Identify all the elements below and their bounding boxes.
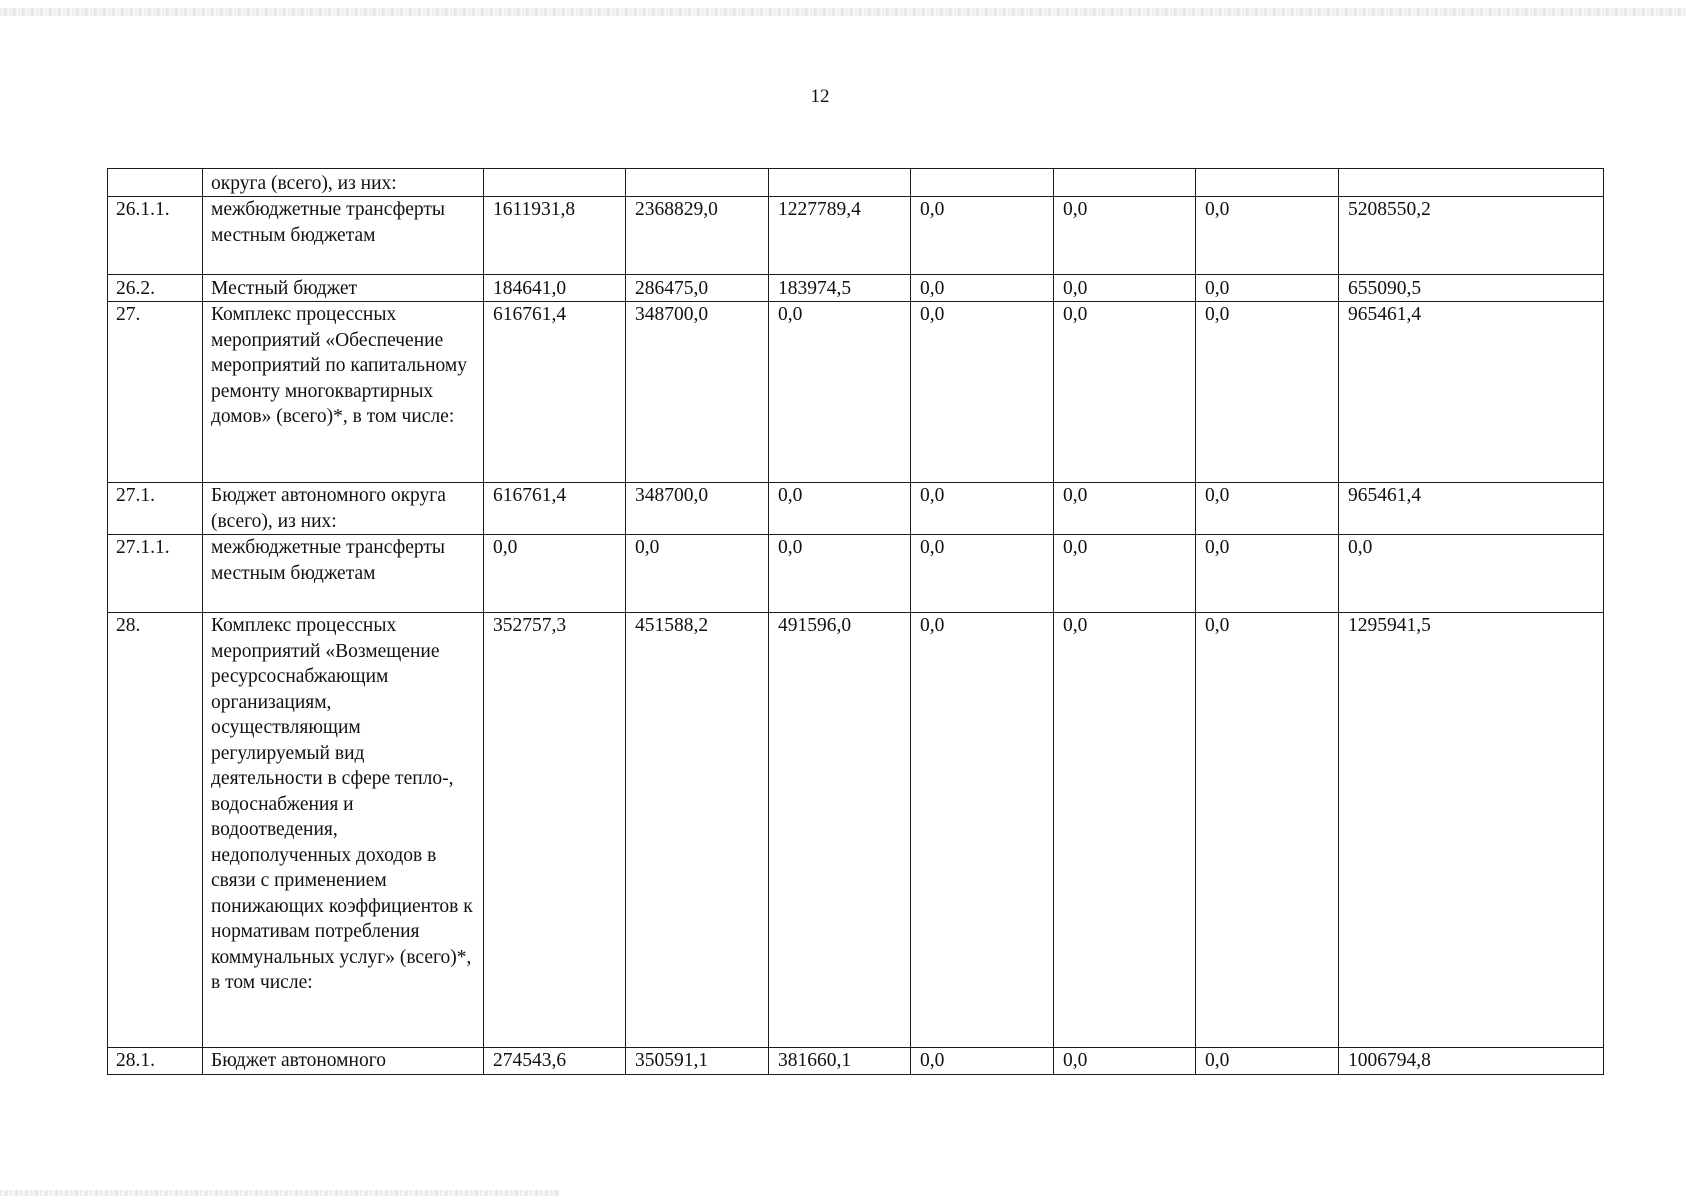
- value-cell: 1006794,8: [1339, 1048, 1604, 1075]
- row-number: [108, 169, 203, 197]
- value-cell: 0,0: [911, 197, 1054, 275]
- row-name: Местный бюджет: [203, 275, 484, 302]
- value-cell: 451588,2: [626, 613, 769, 1048]
- row-number: 27.1.: [108, 483, 203, 535]
- value-cell: 352757,3: [484, 613, 626, 1048]
- value-cell: [911, 169, 1054, 197]
- value-cell: 0,0: [911, 302, 1054, 483]
- row-number: 27.: [108, 302, 203, 483]
- value-cell: 0,0: [1196, 535, 1339, 613]
- value-cell: 381660,1: [769, 1048, 911, 1075]
- table-row: [108, 535, 1604, 613]
- row-name: округа (всего), из них:: [203, 169, 484, 197]
- table-row: [108, 302, 1604, 483]
- scan-edge-bottom: [0, 1190, 560, 1196]
- value-cell: 0,0: [1054, 613, 1196, 1048]
- value-cell: 0,0: [484, 535, 626, 613]
- budget-table: [107, 168, 1604, 1075]
- value-cell: [769, 169, 911, 197]
- value-cell: 0,0: [769, 483, 911, 535]
- table-row: [108, 275, 1604, 302]
- value-cell: 0,0: [1054, 197, 1196, 275]
- table-row: [108, 169, 1604, 197]
- value-cell: 0,0: [1196, 302, 1339, 483]
- value-cell: 2368829,0: [626, 197, 769, 275]
- row-number: 28.: [108, 613, 203, 1048]
- value-cell: 0,0: [911, 275, 1054, 302]
- value-cell: 0,0: [911, 613, 1054, 1048]
- value-cell: 348700,0: [626, 483, 769, 535]
- value-cell: [1054, 169, 1196, 197]
- value-cell: 0,0: [1196, 1048, 1339, 1075]
- scan-edge-top: [0, 8, 1686, 16]
- value-cell: 0,0: [1054, 483, 1196, 535]
- value-cell: 0,0: [1196, 197, 1339, 275]
- row-name: межбюджетные трансферты местным бюджетам: [203, 197, 484, 275]
- value-cell: 0,0: [1196, 483, 1339, 535]
- row-number: 26.2.: [108, 275, 203, 302]
- value-cell: 616761,4: [484, 302, 626, 483]
- table-row: [108, 613, 1604, 1048]
- value-cell: 0,0: [1054, 1048, 1196, 1075]
- value-cell: 965461,4: [1339, 302, 1604, 483]
- value-cell: [1339, 169, 1604, 197]
- value-cell: 0,0: [911, 483, 1054, 535]
- value-cell: 965461,4: [1339, 483, 1604, 535]
- row-number: 27.1.1.: [108, 535, 203, 613]
- value-cell: 1227789,4: [769, 197, 911, 275]
- row-name: межбюджетные трансферты местным бюджетам: [203, 535, 484, 613]
- value-cell: 0,0: [911, 535, 1054, 613]
- value-cell: 184641,0: [484, 275, 626, 302]
- table-row: [108, 1048, 1604, 1075]
- value-cell: [626, 169, 769, 197]
- value-cell: 1611931,8: [484, 197, 626, 275]
- table-row: [108, 197, 1604, 275]
- value-cell: 0,0: [626, 535, 769, 613]
- value-cell: 655090,5: [1339, 275, 1604, 302]
- value-cell: 0,0: [769, 302, 911, 483]
- value-cell: 5208550,2: [1339, 197, 1604, 275]
- value-cell: 0,0: [911, 1048, 1054, 1075]
- value-cell: [1196, 169, 1339, 197]
- row-number: 26.1.1.: [108, 197, 203, 275]
- row-name: Комплекс процессных мероприятий «Возмещение ресурсоснабжающим организациям, осуществляющим регулируемый вид деятельности в сфере тепло-, водоснабжения и водоотведения, недополученных доходов в связи с применением понижающих коэффициентов к нормативам потребления коммунальных услуг» (всего)*, в том числе:: [203, 613, 484, 1048]
- value-cell: 0,0: [1196, 275, 1339, 302]
- table-row: [108, 483, 1604, 535]
- value-cell: 0,0: [1196, 613, 1339, 1048]
- value-cell: 274543,6: [484, 1048, 626, 1075]
- row-name: Комплекс процессных мероприятий «Обеспечение мероприятий по капитальному ремонту многоквартирных домов» (всего)*, в том числе:: [203, 302, 484, 483]
- value-cell: 491596,0: [769, 613, 911, 1048]
- value-cell: 616761,4: [484, 483, 626, 535]
- row-name: Бюджет автономного: [203, 1048, 484, 1075]
- value-cell: 183974,5: [769, 275, 911, 302]
- value-cell: 0,0: [1054, 535, 1196, 613]
- value-cell: 350591,1: [626, 1048, 769, 1075]
- value-cell: 1295941,5: [1339, 613, 1604, 1048]
- value-cell: 348700,0: [626, 302, 769, 483]
- page-number: 12: [810, 86, 830, 107]
- value-cell: 0,0: [1339, 535, 1604, 613]
- row-name: Бюджет автономного округа (всего), из них:: [203, 483, 484, 535]
- value-cell: 0,0: [769, 535, 911, 613]
- row-number: 28.1.: [108, 1048, 203, 1075]
- value-cell: 0,0: [1054, 302, 1196, 483]
- value-cell: 0,0: [1054, 275, 1196, 302]
- value-cell: [484, 169, 626, 197]
- value-cell: 286475,0: [626, 275, 769, 302]
